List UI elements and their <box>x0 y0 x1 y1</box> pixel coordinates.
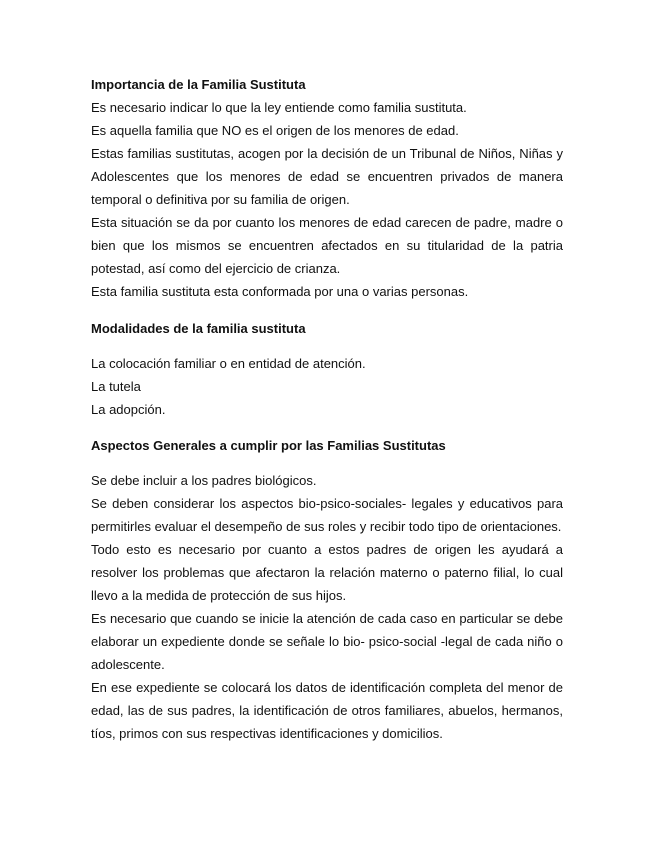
paragraph: Esta familia sustituta esta conformada por una o varias personas. <box>91 284 469 299</box>
paragraph: Estas familias sustitutas, acogen por la decisión de un Tribunal de Niños, Niñas y Adolescentes que los menores de edad se encuentren privados de manera temporal o definitiva por su familia de origen. <box>91 146 563 207</box>
paragraph: Esta situación se da por cuanto los menores de edad carecen de padre, madre o bien que los mismos se encuentren afectados en su titularidad de la patria potestad, así como del ejercicio de crianza. <box>91 215 563 276</box>
paragraph: Es necesario que cuando se inicie la atención de cada caso en particular se debe elaborar un expediente donde se señale lo bio- psico-social -legal de cada niño o adolescente. <box>91 611 563 672</box>
list-item: La colocación familiar o en entidad de atención. <box>91 356 366 371</box>
section-heading-modalidades: Modalidades de la familia sustituta <box>91 321 306 336</box>
document-page <box>91 73 563 745</box>
paragraph: En ese expediente se colocará los datos de identificación completa del menor de edad, las de sus padres, la identificación de otros familiares, abuelos, hermanos, tíos, primos con sus respectivas identificaciones y domicilios. <box>91 680 563 741</box>
paragraph: Todo esto es necesario por cuanto a estos padres de origen les ayudará a resolver los problemas que afectaron la relación materno o paterno filial, lo cual llevo a la medida de protección de sus hijos. <box>91 542 563 603</box>
paragraph: Es necesario indicar lo que la ley entiende como familia sustituta. <box>91 100 467 115</box>
paragraph: Se deben considerar los aspectos bio-psico-sociales- legales y educativos para permitirles evaluar el desempeño de sus roles y recibir todo tipo de orientaciones. <box>91 496 563 534</box>
paragraph: Es aquella familia que NO es el origen de los menores de edad. <box>91 123 459 138</box>
list-item: La adopción. <box>91 402 166 417</box>
paragraph: Se debe incluir a los padres biológicos. <box>91 473 317 488</box>
section-heading-aspectos: Aspectos Generales a cumplir por las Familias Sustitutas <box>91 438 446 453</box>
section-heading-importancia: Importancia de la Familia Sustituta <box>91 77 306 92</box>
list-item: La tutela <box>91 379 141 394</box>
